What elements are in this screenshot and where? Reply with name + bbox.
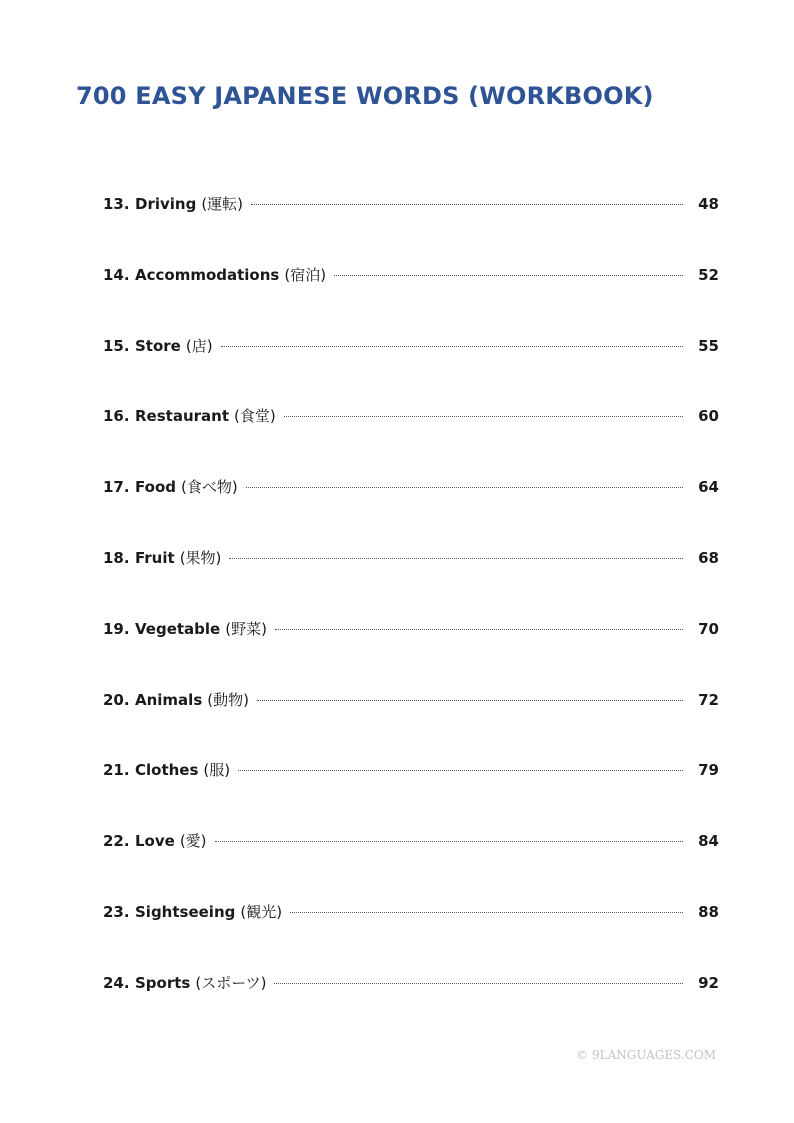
toc-item-japanese: (店) — [185, 336, 213, 355]
copyright-watermark: © 9LANGUAGES.COM — [576, 1048, 716, 1062]
toc-item-title: Sports — [135, 973, 191, 992]
toc-item[interactable] — [103, 898, 719, 969]
toc-item-page: 55 — [698, 336, 719, 355]
toc-item[interactable] — [103, 686, 719, 757]
toc-item-number: 23. — [103, 902, 130, 921]
toc-item-title: Driving — [135, 195, 197, 213]
toc-item[interactable] — [103, 827, 719, 898]
toc-item-japanese: (果物) — [179, 548, 222, 567]
dot-leader — [251, 204, 683, 205]
dot-leader — [246, 487, 683, 488]
toc-item-japanese: (愛) — [179, 832, 207, 851]
toc-item[interactable] — [103, 190, 719, 261]
toc-item-japanese: (動物) — [207, 690, 249, 709]
dot-leader — [257, 700, 683, 701]
dot-leader — [238, 770, 683, 771]
page-title: 700 EASY JAPANESE WORDS (WORKBOOK) — [76, 82, 654, 110]
dot-leader — [215, 841, 683, 842]
dot-leader — [275, 629, 683, 630]
toc-item-number: 19. — [103, 619, 130, 638]
toc-item-japanese: (食べ物) — [181, 478, 238, 497]
toc-item-japanese: (野菜) — [225, 619, 267, 638]
dot-leader — [284, 416, 683, 417]
toc-item-title: Love — [135, 832, 175, 851]
toc-item-page: 60 — [698, 407, 719, 426]
toc-item-page: 70 — [698, 619, 719, 638]
toc-item-number: 15. — [103, 336, 130, 355]
toc-item-title: Accommodations — [135, 265, 280, 284]
toc-item-number: 21. — [103, 761, 130, 780]
toc-item-japanese: (服) — [203, 761, 231, 780]
toc-item[interactable] — [103, 969, 719, 1040]
toc-item[interactable] — [103, 756, 719, 827]
toc-item-page: 92 — [698, 973, 719, 992]
toc-item-title: Restaurant — [135, 407, 229, 426]
toc-item-page: 52 — [698, 265, 719, 284]
toc-item-japanese: (観光) — [240, 902, 283, 921]
dot-leader — [274, 983, 683, 984]
toc-item-japanese: (運転) — [201, 195, 244, 213]
toc-item-number: 18. — [103, 548, 130, 567]
toc-item-number: 13. — [103, 195, 130, 213]
toc-item-page: 68 — [698, 548, 719, 567]
dot-leader — [229, 558, 683, 559]
toc-item-title: Sightseeing — [135, 902, 236, 921]
toc-item-page: 88 — [698, 902, 719, 921]
toc-item-number: 17. — [103, 478, 130, 497]
toc-item-title: Vegetable — [135, 619, 221, 638]
dot-leader — [221, 346, 683, 347]
toc-item-title: Animals — [135, 690, 203, 709]
toc-item-number: 24. — [103, 973, 130, 992]
toc-item[interactable] — [103, 615, 719, 686]
toc-item-page: 79 — [698, 761, 719, 780]
table-of-contents — [103, 190, 719, 1040]
toc-item-page: 48 — [698, 195, 719, 213]
toc-item-title: Food — [135, 478, 176, 497]
toc-item-page: 84 — [698, 832, 719, 851]
toc-item[interactable] — [103, 402, 719, 473]
dot-leader — [334, 275, 683, 276]
toc-item[interactable] — [103, 261, 719, 332]
toc-item[interactable] — [103, 473, 719, 544]
toc-item-number: 16. — [103, 407, 130, 426]
toc-item-title: Clothes — [135, 761, 199, 780]
toc-item-number: 22. — [103, 832, 130, 851]
toc-item-page: 64 — [698, 478, 719, 497]
toc-item-japanese: (宿泊) — [284, 265, 327, 284]
toc-item-number: 20. — [103, 690, 130, 709]
toc-item-japanese: (スポーツ) — [195, 973, 267, 992]
toc-item-title: Store — [135, 336, 181, 355]
toc-item-title: Fruit — [135, 548, 175, 567]
dot-leader — [290, 912, 683, 913]
toc-item-japanese: (食堂) — [234, 407, 276, 426]
toc-item[interactable] — [103, 544, 719, 615]
toc-item-number: 14. — [103, 265, 130, 284]
toc-item-page: 72 — [698, 690, 719, 709]
toc-item[interactable] — [103, 332, 719, 403]
